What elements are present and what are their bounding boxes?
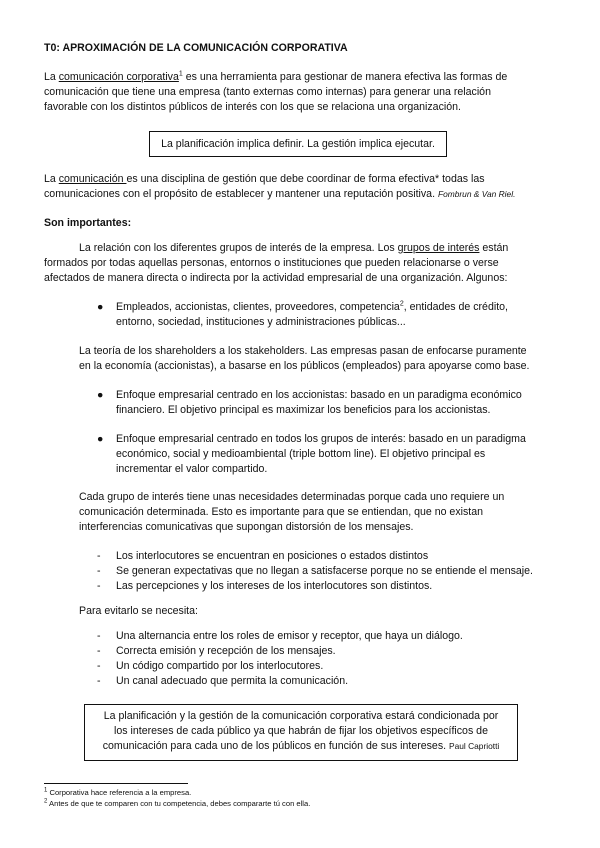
list-item: Un canal adecuado que permita la comunicación. bbox=[116, 675, 349, 687]
footnote-1-text: Corporativa hace referencia a la empresa. bbox=[47, 788, 192, 797]
shareholder-approach-line-2: financiero. El objetivo principal es maximizar los beneficios para los accionistas. bbox=[116, 404, 491, 416]
bullet-icon: ● bbox=[97, 433, 104, 445]
dash-marker: - bbox=[97, 565, 101, 577]
intro-line-2: comunicación que tiene una empresa (tanto externas como internas) para generar una relación bbox=[44, 86, 491, 98]
list-item: Los interlocutores se encuentran en posiciones o estados distintos bbox=[116, 550, 429, 562]
stakeholders-list: Empleados, accionistas, clientes, proveedores, competencia bbox=[116, 301, 400, 313]
definition-line-1 bbox=[44, 172, 485, 187]
footnote-ref-2[interactable]: 2 bbox=[399, 300, 404, 308]
stakeholder-approach-line-1: Enfoque empresarial centrado en todos los grupos de interés: basado en un paradigma bbox=[116, 433, 526, 445]
quote-box-planning-text: La planificación implica definir. La gestión implica ejecutar. bbox=[161, 138, 435, 150]
bullet-icon: ● bbox=[97, 301, 104, 313]
definition-term: comunicación bbox=[58, 173, 127, 185]
dash-marker: - bbox=[97, 550, 101, 562]
definition-citation: Fombrun & Van Riel. bbox=[437, 189, 516, 199]
footnote-ref-1[interactable]: 1 bbox=[178, 70, 183, 78]
quote-box-capriotti bbox=[84, 704, 518, 761]
groups-rest: están bbox=[479, 242, 509, 254]
needs-line-1: Cada grupo de interés tiene unas necesidades determinadas porque cada uno requiere un bbox=[79, 491, 505, 503]
list-item: Una alternancia entre los roles de emisor y receptor, que haya un diálogo. bbox=[116, 630, 463, 642]
stakeholders-item-line-1 bbox=[116, 300, 508, 315]
bullet-icon: ● bbox=[97, 389, 104, 401]
definition-rest: es una disciplina de gestión que debe coordinar de forma efectiva* todas las bbox=[126, 173, 485, 185]
stakeholder-approach-line-2: económico, social y medioambiental (triple bottom line). El objetivo principal es bbox=[116, 448, 486, 460]
dash-marker: - bbox=[97, 580, 101, 592]
footnote-1 bbox=[44, 788, 191, 798]
groups-pre: La relación con los diferentes grupos de interés de la empresa. Los bbox=[79, 242, 398, 254]
footnote-2-text: Antes de que te comparen con tu competencia, debes compararte tú con ella. bbox=[47, 799, 311, 808]
intro-pre: La bbox=[44, 71, 59, 83]
intro-rest: es una herramienta para gestionar de manera efectiva las formas de bbox=[182, 71, 508, 83]
definition-line-2 bbox=[44, 187, 515, 202]
quote-line-3 bbox=[85, 739, 517, 754]
theory-line-1: La teoría de los shareholders a los stakeholders. Las empresas pasan de enfocarse puramente bbox=[79, 345, 527, 357]
groups-line-1 bbox=[79, 241, 508, 256]
avoid-label: Para evitarlo se necesita: bbox=[79, 605, 198, 617]
dash-marker: - bbox=[97, 630, 101, 642]
stakeholder-approach-line-3: incrementar el valor compartido. bbox=[116, 463, 268, 475]
needs-line-3: interferencias comunicativas que supongan distorsión de los mensajes. bbox=[79, 521, 414, 533]
groups-line-3: afectados de manera directa o indirecta por la actividad empresarial de una organización. Algunos: bbox=[44, 272, 508, 284]
footnote-2 bbox=[44, 799, 310, 809]
footnote-2-mark: 2 bbox=[44, 798, 48, 805]
intro-line-1 bbox=[44, 70, 507, 85]
section-subtitle: Son importantes: bbox=[44, 217, 132, 229]
list-item: Las percepciones y los intereses de los interlocutores son distintos. bbox=[116, 580, 433, 592]
shareholder-approach-line-1: Enfoque empresarial centrado en los accionistas: basado en un paradigma económico bbox=[116, 389, 522, 401]
stakeholders-list-rest: , entidades de crédito, bbox=[403, 301, 508, 313]
list-item: Un código compartido por los interlocutores. bbox=[116, 660, 324, 672]
footnote-divider bbox=[44, 783, 188, 784]
document-title: T0: APROXIMACIÓN DE LA COMUNICACIÓN CORPORATIVA bbox=[44, 42, 348, 54]
definition-pre: La bbox=[44, 173, 59, 185]
dash-marker: - bbox=[97, 675, 101, 687]
groups-term: grupos de interés bbox=[397, 242, 480, 254]
intro-line-3: favorable con los distintos públicos de interés con los que se relaciona una organización. bbox=[44, 101, 461, 113]
quote-line-2: los intereses de cada público ya que habrán de fijar los objetivos específicos de bbox=[114, 725, 488, 737]
intro-term: comunicación corporativa bbox=[58, 71, 179, 83]
dash-marker: - bbox=[97, 645, 101, 657]
footnote-1-mark: 1 bbox=[44, 787, 48, 794]
dash-marker: - bbox=[97, 660, 101, 672]
list-item: Se generan expectativas que no llegan a satisfacerse porque no se entiende el mensaje. bbox=[116, 565, 533, 577]
quote-box-planning bbox=[149, 131, 447, 157]
definition-text: comunicaciones con el propósito de establecer y mantener una reputación positiva. bbox=[44, 188, 438, 200]
quote-citation: Paul Capriotti bbox=[449, 741, 500, 751]
needs-line-2: comunicación determinada. Esto es importante para que se entiendan, que no existan bbox=[79, 506, 483, 518]
stakeholders-item-line-2: entorno, sociedad, instituciones y administraciones públicas... bbox=[116, 316, 406, 328]
quote-line-1: La planificación y la gestión de la comunicación corporativa estará condicionada por bbox=[103, 710, 499, 722]
quote-line-3-text: comunicación para cada uno de los públicos en función de sus intereses. bbox=[102, 740, 449, 752]
list-item: Correcta emisión y recepción de los mensajes. bbox=[116, 645, 336, 657]
theory-line-2: en la economía (accionistas), a basarse en los públicos (empleados) para apoyarse como base. bbox=[79, 360, 530, 372]
groups-line-2: formados por todas aquellas personas, entornos o instituciones que pueden relacionarse o verse bbox=[44, 257, 499, 269]
